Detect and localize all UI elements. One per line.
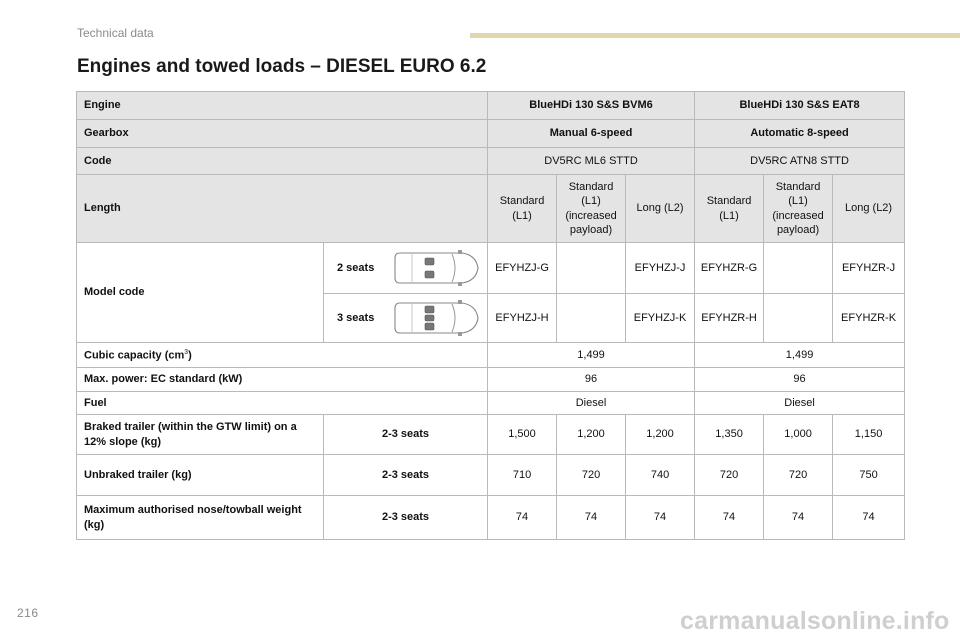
unbraked-value-cell: 740	[626, 455, 695, 496]
seats-3-label: 3 seats	[337, 311, 375, 324]
braked-value-cell: 1,200	[557, 415, 626, 455]
noseweight-row	[77, 496, 905, 540]
unbraked-trailer-label: Unbraked trailer (kg)	[77, 455, 324, 496]
noseweight-value-cell: 74	[557, 496, 626, 540]
length-label: Length	[77, 175, 488, 243]
braked-value-cell: 1,150	[833, 415, 905, 455]
braked-value-cell: 1,350	[695, 415, 764, 455]
van-3-seat-layout-icon	[392, 297, 480, 339]
model-code-cell: EFYHZJ-K	[626, 294, 695, 343]
model-code-cell: EFYHZJ-G	[488, 243, 557, 294]
section-header-bar	[470, 33, 960, 38]
fuel-cell: Diesel	[695, 392, 905, 415]
noseweight-value-cell: 74	[764, 496, 833, 540]
capacity-row	[77, 343, 905, 368]
seats-2-label: 2 seats	[337, 261, 375, 274]
model-code-cell: EFYHZR-H	[695, 294, 764, 343]
seats-2-cell	[324, 243, 488, 294]
power-row	[77, 368, 905, 392]
model-code-cell	[557, 243, 626, 294]
power-cell: 96	[488, 368, 695, 392]
noseweight-label: Maximum authorised nose/towball weight (kg)	[77, 496, 324, 540]
unbraked-seats-cell: 2-3 seats	[324, 455, 488, 496]
capacity-cell: 1,499	[695, 343, 905, 368]
model-code-cell	[557, 294, 626, 343]
model-code-row-2-seats	[77, 243, 905, 294]
noseweight-value-cell: 74	[695, 496, 764, 540]
engine-label: Engine	[77, 92, 488, 120]
length-cell: Long (L2)	[833, 175, 905, 243]
length-cell: Standard (L1)	[695, 175, 764, 243]
gearbox-label: Gearbox	[77, 120, 488, 148]
code-row	[77, 148, 905, 175]
unbraked-value-cell: 710	[488, 455, 557, 496]
page-number: 216	[17, 606, 39, 620]
seats-3-cell	[324, 294, 488, 343]
length-cell: Standard (L1) (increased payload)	[557, 175, 626, 243]
noseweight-value-cell: 74	[833, 496, 905, 540]
gearbox-row	[77, 120, 905, 148]
braked-trailer-row	[77, 415, 905, 455]
engine-header-cell: BlueHDi 130 S&S EAT8	[695, 92, 905, 120]
braked-trailer-label: Braked trailer (within the GTW limit) on a 12% slope (kg)	[77, 415, 324, 455]
capacity-label: Cubic capacity $(cm^3)$	[77, 343, 488, 368]
fuel-cell: Diesel	[488, 392, 695, 415]
noseweight-seats-cell: 2-3 seats	[324, 496, 488, 540]
unbraked-value-cell: 720	[557, 455, 626, 496]
page-title: Engines and towed loads – DIESEL EURO 6.2	[77, 56, 487, 77]
code-cell: DV5RC ATN8 STTD	[695, 148, 905, 175]
unbraked-value-cell: 750	[833, 455, 905, 496]
power-label: Max. power: EC standard (kW)	[77, 368, 488, 392]
unbraked-value-cell: 720	[695, 455, 764, 496]
unbraked-value-cell: 720	[764, 455, 833, 496]
braked-value-cell: 1,200	[626, 415, 695, 455]
model-code-cell: EFYHZR-K	[833, 294, 905, 343]
fuel-label: Fuel	[77, 392, 488, 415]
noseweight-value-cell: 74	[488, 496, 557, 540]
braked-value-cell: 1,500	[488, 415, 557, 455]
length-cell: Standard (L1)	[488, 175, 557, 243]
length-cell: Standard (L1) (increased payload)	[764, 175, 833, 243]
van-2-seat-layout-icon	[392, 247, 480, 289]
gearbox-cell: Automatic 8-speed	[695, 120, 905, 148]
capacity-cell: 1,499	[488, 343, 695, 368]
model-code-cell: EFYHZR-J	[833, 243, 905, 294]
model-code-cell: EFYHZR-G	[695, 243, 764, 294]
watermark: carmanualsonline.info	[680, 607, 950, 635]
fuel-row	[77, 392, 905, 415]
model-code-label: Model code	[77, 243, 324, 343]
gearbox-cell: Manual 6-speed	[488, 120, 695, 148]
braked-seats-cell: 2-3 seats	[324, 415, 488, 455]
power-cell: 96	[695, 368, 905, 392]
length-row	[77, 175, 905, 243]
code-label: Code	[77, 148, 488, 175]
length-cell: Long (L2)	[626, 175, 695, 243]
model-code-cell	[764, 243, 833, 294]
model-code-cell: EFYHZJ-H	[488, 294, 557, 343]
model-code-cell	[764, 294, 833, 343]
noseweight-value-cell: 74	[626, 496, 695, 540]
code-cell: DV5RC ML6 STTD	[488, 148, 695, 175]
engine-header-cell: BlueHDi 130 S&S BVM6	[488, 92, 695, 120]
unbraked-trailer-row	[77, 455, 905, 496]
braked-value-cell: 1,000	[764, 415, 833, 455]
section-title: Technical data	[77, 26, 154, 40]
engine-spec-table	[76, 91, 905, 540]
engine-row	[77, 92, 905, 120]
model-code-cell: EFYHZJ-J	[626, 243, 695, 294]
